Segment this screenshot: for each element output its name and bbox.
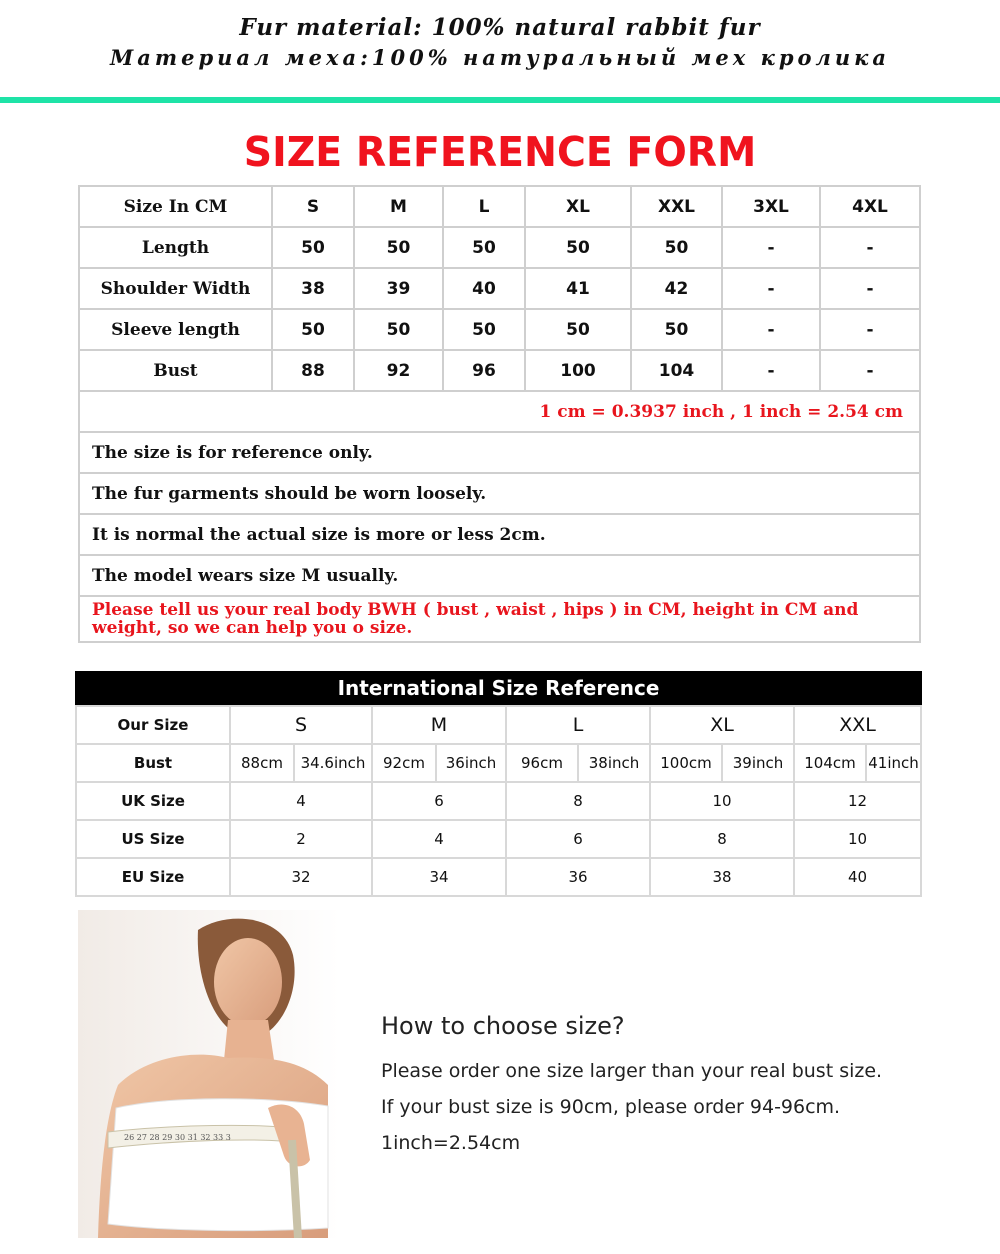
size-note: The fur garments should be worn loosely. [79, 473, 920, 514]
bust-inch: 39inch [722, 744, 794, 782]
size-cell: - [820, 268, 920, 309]
size-cell: 32 [230, 858, 372, 896]
size-cell: 6 [506, 820, 650, 858]
conversion-row [79, 391, 920, 432]
size-cell: 41 [525, 268, 631, 309]
size-cell: 2 [230, 820, 372, 858]
row-label: Length [79, 227, 272, 268]
size-note: The model wears size M usually. [79, 555, 920, 596]
size-header: L [506, 706, 650, 744]
col-header: Size In CM [79, 186, 272, 227]
size-cell: 6 [372, 782, 506, 820]
how-to-line: If your bust size is 90cm, please order 94-96cm. [381, 1096, 841, 1118]
bust-cm: 100cm [650, 744, 722, 782]
row-label: Bust [79, 350, 272, 391]
intl-us-row [76, 820, 921, 858]
row-label: UK Size [76, 782, 230, 820]
size-cell: - [820, 309, 920, 350]
size-note: The size is for reference only. [79, 432, 920, 473]
size-header: XL [650, 706, 794, 744]
row-label: US Size [76, 820, 230, 858]
col-header: S [272, 186, 354, 227]
size-cell: 50 [443, 227, 525, 268]
intl-size-title: International Size Reference [75, 671, 922, 705]
intl-uk-row [76, 782, 921, 820]
row-label: Sleeve length [79, 309, 272, 350]
size-note: It is normal the actual size is more or less 2cm. [79, 514, 920, 555]
row-label: Shoulder Width [79, 268, 272, 309]
size-cell: 10 [650, 782, 794, 820]
size-cell: 40 [794, 858, 921, 896]
note-row [79, 473, 920, 514]
size-header: S [230, 706, 372, 744]
bust-cm: 88cm [230, 744, 294, 782]
size-cell: 36 [506, 858, 650, 896]
model-measuring-bust-photo [78, 910, 340, 1238]
size-cell: 50 [525, 309, 631, 350]
size-cell: 4 [372, 820, 506, 858]
size-cell: 34 [372, 858, 506, 896]
size-cell: 8 [650, 820, 794, 858]
intl-eu-row [76, 858, 921, 896]
size-cell: 42 [631, 268, 722, 309]
col-header: 3XL [722, 186, 820, 227]
size-cell: 50 [272, 227, 354, 268]
row-label: Bust [76, 744, 230, 782]
note-row [79, 514, 920, 555]
size-cell: 96 [443, 350, 525, 391]
size-cell: 88 [272, 350, 354, 391]
col-header: XXL [631, 186, 722, 227]
size-cell: - [820, 350, 920, 391]
size-cell: 10 [794, 820, 921, 858]
neck [224, 1020, 274, 1060]
size-cell: 39 [354, 268, 443, 309]
unit-conversion: 1 cm = 0.3937 inch , 1 inch = 2.54 cm [79, 391, 920, 432]
bust-inch: 41inch [866, 744, 921, 782]
how-to-line: Please order one size larger than your real bust size. [381, 1060, 883, 1082]
size-cell: 50 [631, 227, 722, 268]
request-row [79, 596, 920, 642]
header-divider [0, 97, 1000, 103]
col-header: 4XL [820, 186, 920, 227]
size-cell: 8 [506, 782, 650, 820]
bust-inch: 38inch [578, 744, 650, 782]
note-row [79, 432, 920, 473]
size-cell: 92 [354, 350, 443, 391]
col-header: M [354, 186, 443, 227]
bust-cm: 104cm [794, 744, 866, 782]
note-row [79, 555, 920, 596]
size-form-title: SIZE REFERENCE FORM [243, 128, 757, 176]
size-cell: 104 [631, 350, 722, 391]
intl-bust-row [76, 744, 921, 782]
size-header: M [372, 706, 506, 744]
size-row-sleeve [79, 309, 920, 350]
how-to-line: 1inch=2.54cm [381, 1132, 521, 1154]
header-fur-material-ru: Материал меха:100% натуральный мех кролика [110, 45, 890, 70]
bust-cm: 92cm [372, 744, 436, 782]
bust-inch: 36inch [436, 744, 506, 782]
size-cell: - [820, 227, 920, 268]
size-row-length [79, 227, 920, 268]
size-row-bust [79, 350, 920, 391]
col-header: L [443, 186, 525, 227]
measurement-request: Please tell us your real body BWH ( bust , waist , hips ) in CM, height in CM and weight, so we can help you o size. [79, 596, 920, 642]
size-cell: 100 [525, 350, 631, 391]
size-cell: 12 [794, 782, 921, 820]
size-cell: 50 [272, 309, 354, 350]
size-cell: - [722, 227, 820, 268]
row-label: EU Size [76, 858, 230, 896]
size-reference-table [78, 185, 921, 643]
size-cell: - [722, 309, 820, 350]
size-cell: 50 [443, 309, 525, 350]
size-cell: 38 [650, 858, 794, 896]
size-cell: - [722, 350, 820, 391]
size-cell: 50 [631, 309, 722, 350]
size-cell: 50 [354, 309, 443, 350]
size-header: XXL [794, 706, 921, 744]
tape-numbers: 26 27 28 29 30 31 32 33 3 [124, 1133, 231, 1142]
face [214, 938, 282, 1026]
header-fur-material: Fur material: 100% natural rabbit fur [239, 14, 761, 41]
col-header: XL [525, 186, 631, 227]
size-header-row [79, 186, 920, 227]
row-label: Our Size [76, 706, 230, 744]
size-row-shoulder [79, 268, 920, 309]
how-to-title: How to choose size? [381, 1012, 625, 1040]
size-cell: 4 [230, 782, 372, 820]
size-cell: 40 [443, 268, 525, 309]
size-cell: 50 [354, 227, 443, 268]
size-cell: 38 [272, 268, 354, 309]
size-cell: 50 [525, 227, 631, 268]
size-cell: - [722, 268, 820, 309]
intl-size-table [75, 705, 922, 897]
intl-size-header-row [76, 706, 921, 744]
bust-inch: 34.6inch [294, 744, 372, 782]
bust-cm: 96cm [506, 744, 578, 782]
